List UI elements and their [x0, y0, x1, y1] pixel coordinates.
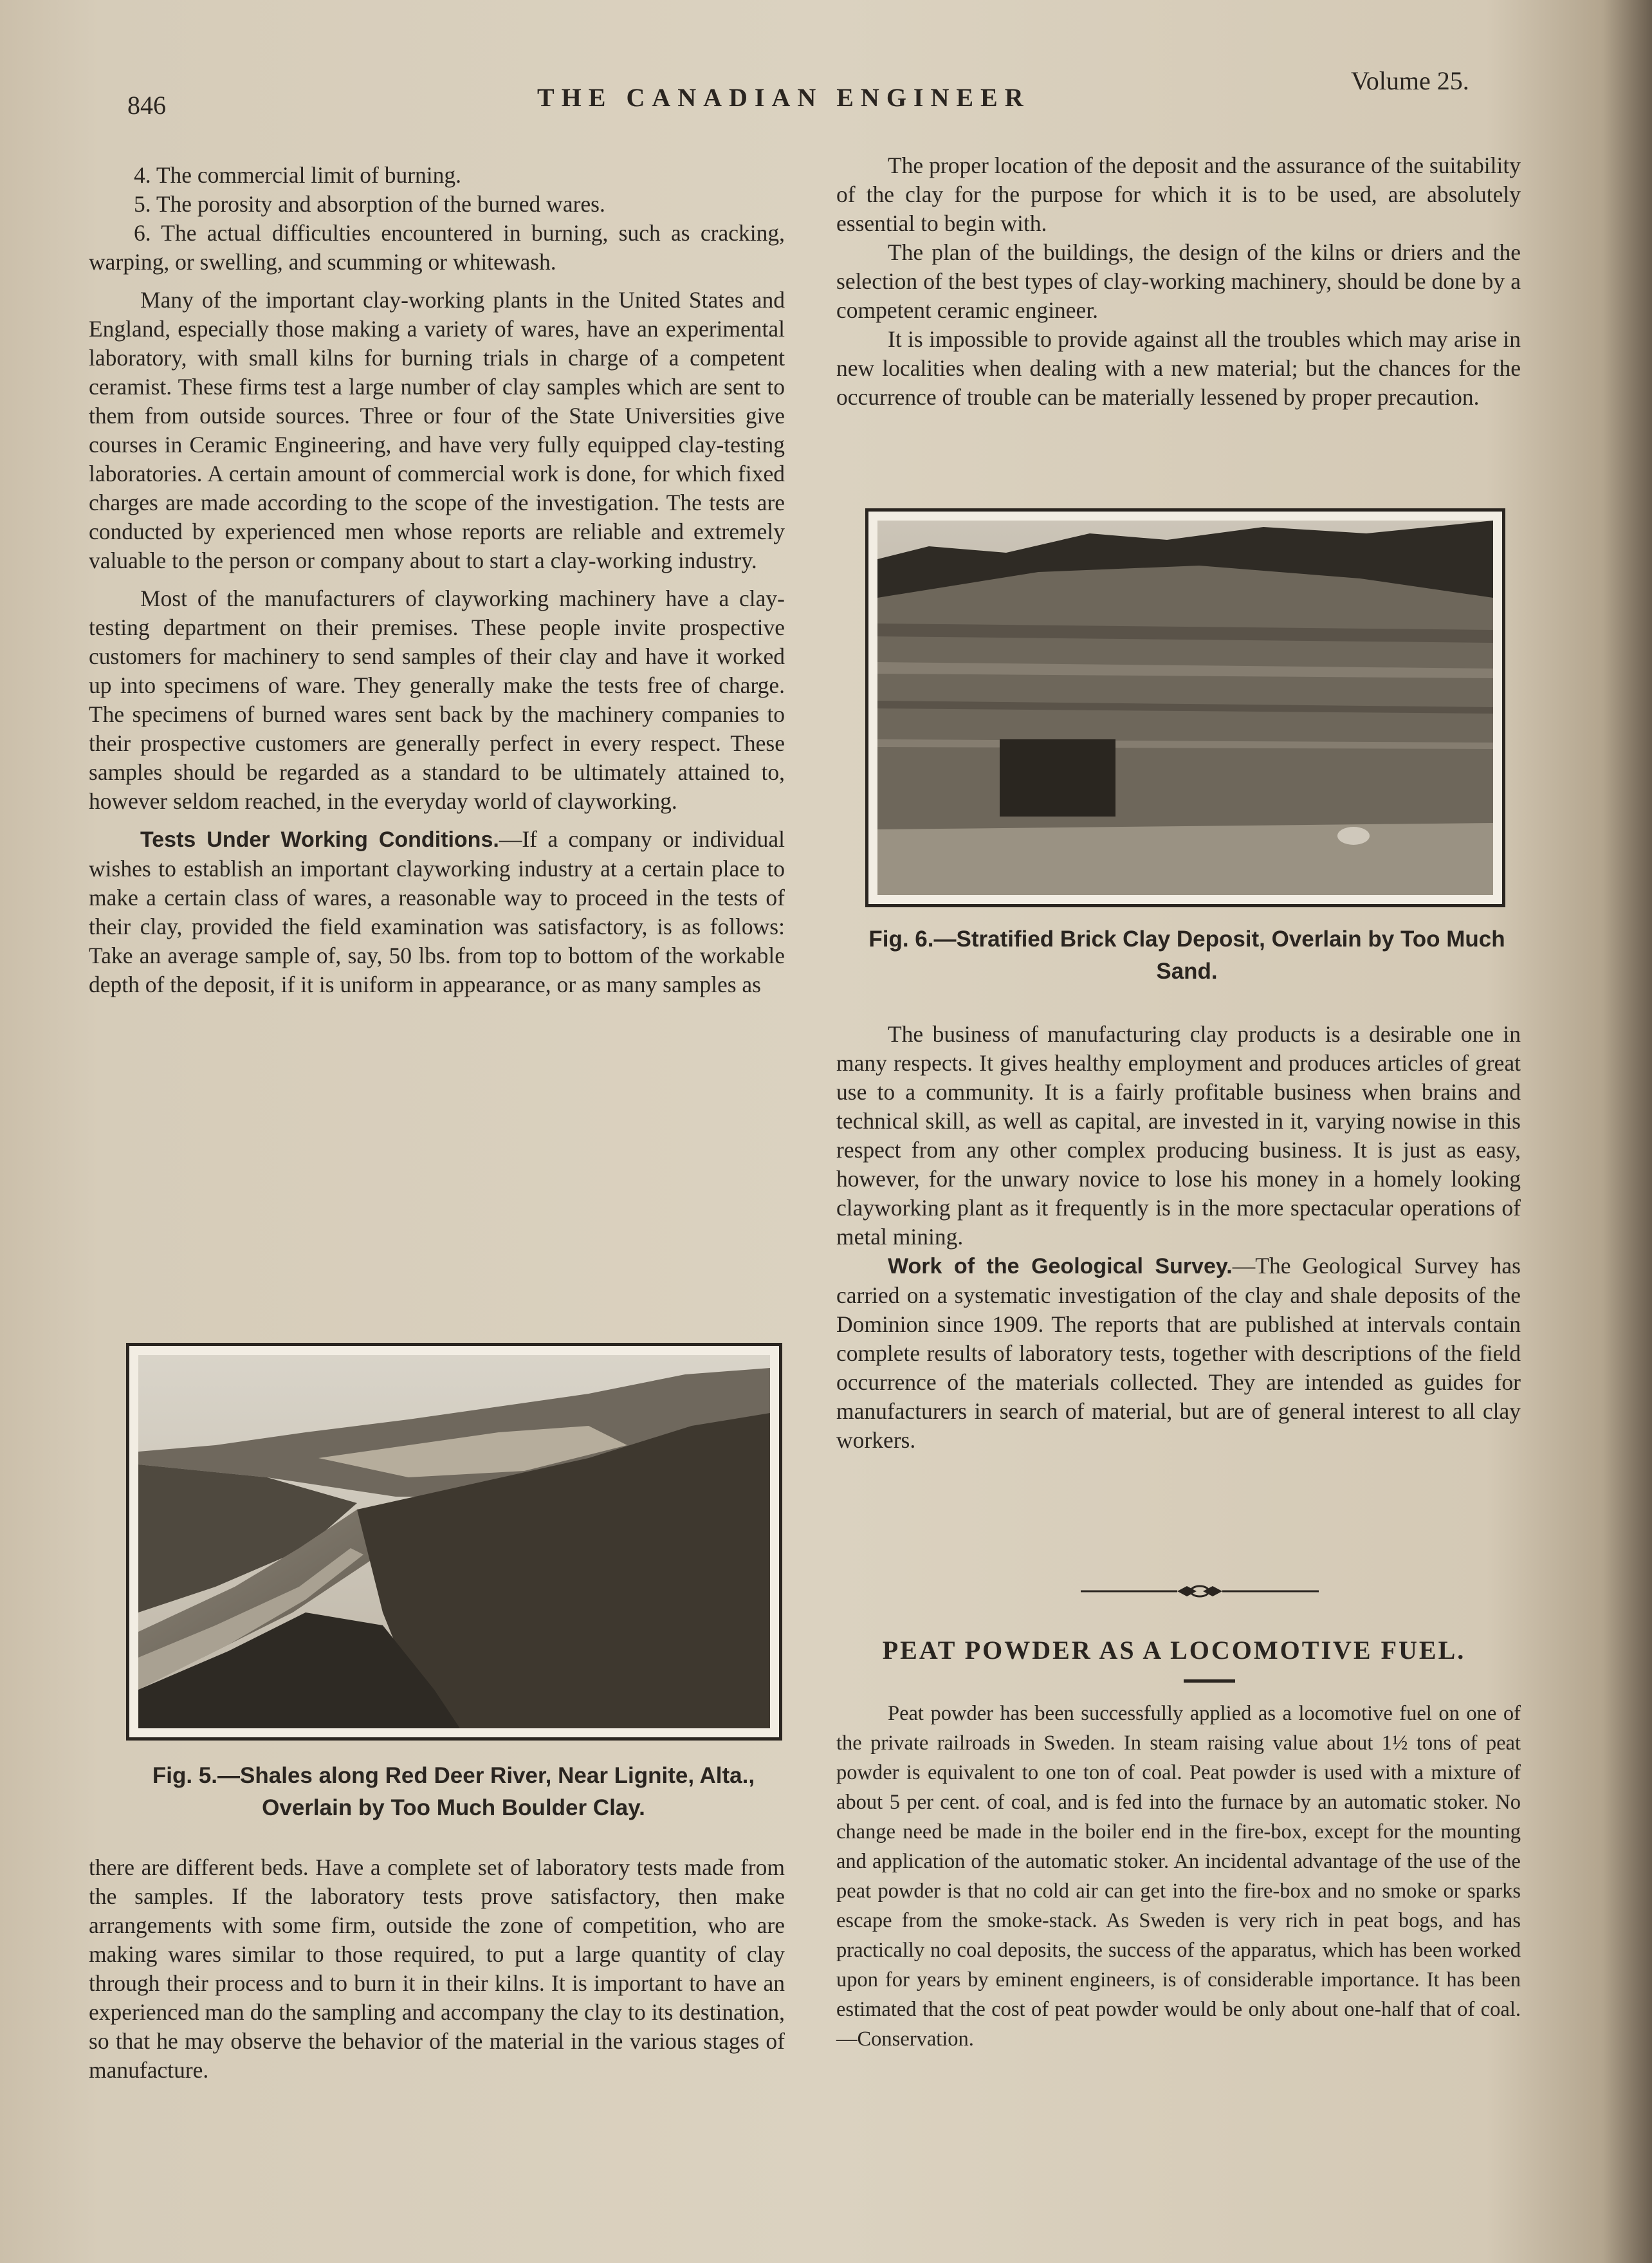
volume-label: Volume 25.	[1351, 66, 1469, 95]
list-item: 5. The porosity and absorption of the burned wares.	[134, 191, 605, 217]
river-photo-illustration	[138, 1355, 770, 1728]
paragraph-survey	[836, 1252, 1521, 1455]
subheading-tests: Tests Under Working Conditions.	[140, 827, 499, 852]
paragraph-troubles: It is impossible to provide against all the troubles which may arise in new localities when dealing with a new material; but the chances for the occurrence of trouble can be materially lessened by proper precaution.	[836, 326, 1521, 410]
list-item: 6. The actual difficulties encountered in burning, such as cracking, warping, or swelling, and scumming or whitewash.	[89, 220, 785, 275]
paragraph-continued: there are different beds. Have a complete set of laboratory tests made from the samples. If the laboratory tests prove satisfactory, then make arrangements with some firm, outside the zone of competition, who are making wares similar to those required, to put a large quantity of clay through their process and to burn it in their kilns. It is important to have an experienced man do the sampling and accompany the clay to its destination, so that he may observe the behavior of the material in the various stages of manufacture.	[89, 1854, 785, 2083]
peat-article-body	[836, 1699, 1521, 2054]
page-number: 846	[127, 91, 166, 120]
title-rule	[1184, 1679, 1235, 1683]
paragraph-location: The proper location of the deposit and the assurance of the suitability of the clay for the purpose for which it is to be used, are absolutely essential to begin with.	[836, 152, 1521, 236]
list-item: 4. The commercial limit of burning.	[134, 162, 462, 188]
clay-deposit-photo-illustration	[877, 521, 1493, 895]
figure-6-caption: Fig. 6.—Stratified Brick Clay Deposit, Overlain by Too Much Sand.	[868, 927, 1505, 984]
tests-body: —If a company or individual wishes to establish an important clayworking industry at a certain place to make a certain class of wares, a reasonable way to proceed in the tests of their clay, provided the field examination was satisfactory, is as follows: Take an average sample of, say, 50 lbs. from top to bottom of the workable depth of the deposit, if it is uniform in appearance, or as many samples as	[89, 826, 785, 997]
right-column-upper	[836, 151, 1521, 412]
left-column-upper	[89, 161, 785, 999]
figure-6-photo	[865, 508, 1505, 907]
journal-title: THE CANADIAN ENGINEER	[537, 83, 1031, 112]
figure-5-caption: Fig. 5.—Shales along Red Deer River, Near Lignite, Alta., Overlain by Too Much Boulder Clay.	[152, 1763, 755, 1820]
paragraph-tests	[89, 825, 785, 999]
paragraph-manufacturers: Most of the manufacturers of clayworking machinery have a clay-testing department on their premises. These people invite prospective customers for machinery to send samples of their clay and have it worked up into specimens of ware. They generally make the tests free of charge. The specimens of burned wares sent back by the machinery companies to their prospective customers are generally perfect in every respect. These samples should be regarded as a standard to be ultimately attained to, however seldom reached, in the everyday world of clayworking.	[89, 586, 785, 814]
paragraph-plan: The plan of the buildings, the design of the kilns or driers and the selection of the best types of clay-working machinery, should be done by a competent ceramic engineer.	[836, 239, 1521, 323]
subheading-survey: Work of the Geological Survey.	[888, 1254, 1233, 1279]
paragraph-business: The business of manufacturing clay products is a desirable one in many respects. It gives healthy employment and produces articles of great use to a community. It is a fairly profitable business when brains and technical skill, as well as capital, are invested in it, varying nowise in this respect from any other complex producing business. It is just as easy, however, for the unwary novice to lose his money in a homely looking clayworking plant as it frequently is in the more spectacular operations of metal mining.	[836, 1021, 1521, 1250]
survey-body: —The Geological Survey has carried on a systematic investigation of the clay and shale deposits of the Dominion since 1909. The reports that are published at intervals contain complete results of laboratory tests, together with descriptions of the field occurrence of the materials collected. They are intended as guides for manufacturers in search of material, but are of general interest to all clay workers.	[836, 1253, 1521, 1453]
right-column-middle	[836, 1020, 1521, 1455]
figure-5-photo	[126, 1343, 782, 1741]
ornament-divider	[1081, 1578, 1319, 1604]
test-list	[89, 161, 785, 277]
paragraph-peat: Peat powder has been successfully applied as a locomotive fuel on one of the private railroads in Sweden. In steam raising value about 1½ tons of peat powder is equivalent to one ton of coal. Peat powder is used with a mixture of about 5 per cent. of coal, and is fed into the furnace by an automatic stoker. No change need be made in the boiler end in the fire-box, except for the mounting and application of the automatic stoker. An incidental advantage of the use of the peat powder is that no cold air can get into the fire-box and no smoke or sparks escape from the smoke-stack. As Sweden is very rich in peat bogs, and has practically no coal deposits, the success of the apparatus, which has been worked upon for years by eminent engineers, is of considerable importance. It has been estimated that the cost of peat powder would be only about one-half that of coal.—Conservation.	[836, 1702, 1521, 2051]
paragraph-laboratories: Many of the important clay-working plants in the United States and England, especially those making a variety of wares, have an experimental laboratory, with small kilns for burning trials in charge of a competent ceramist. These firms test a large number of clay samples which are sent to them from outside sources. Three or four of the State Universities give courses in Ceramic Engineering, and have very fully equipped clay-testing laboratories. A certain amount of commercial work is done, for which fixed charges are made according to the scope of the investigation. The tests are conducted by experienced men whose reports are reliable and extremely valuable to the person or company about to start a clay-working industry.	[89, 287, 785, 573]
peat-article-title: PEAT POWDER AS A LOCOMOTIVE FUEL.	[882, 1636, 1466, 1665]
left-column-lower	[89, 1853, 785, 2085]
